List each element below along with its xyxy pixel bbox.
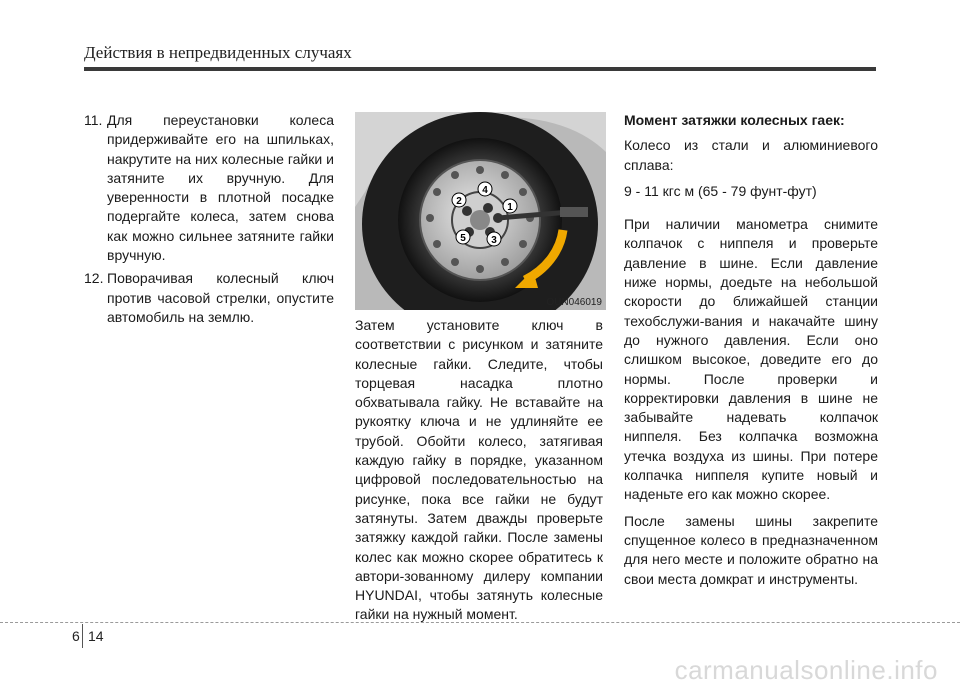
body-paragraph: Затем установите ключ в соответствии с рисунком и затяните колесные гайки. Следите, чтобы торцевая насадка плотно обхватывала гайку. Не вставайте на рукоятку ключа и не удлиняйте ее трубой. Обойти колесо, затягивая каждую гайку в порядке, указанном цифровой последовательностью на рисунке, пока все гайки не будут затянуты. Затем дважды проверьте затяжку каждой гайки. После замены колес как можно скорее обратитесь к автори-зованному дилеру компании HYUNDAI, чтобы затянуть колесные гайки на нужный момент. [355,317,603,623]
body-paragraph: Колесо из стали и алюминиевого сплава: [624,137,878,173]
chapter-number: 6 [72,628,80,644]
body-paragraph: После замены шины закрепите спущенное колесо в предназначенном для него месте и положите обратно на свои места домкрат и инструменты. [624,512,878,587]
hub-center [470,210,490,230]
wheel-drawing [355,112,606,310]
step-number: 11. [84,112,103,128]
lug-label-2: 2 [456,196,462,207]
lug-label-4: 4 [482,185,488,196]
wheel-illustration [355,112,606,310]
watermark: carmanualsonline.info [674,655,938,685]
step-number: 12. [84,270,104,287]
header-rule [84,67,876,71]
column-2 [355,316,603,625]
page-number: 14 [88,628,104,644]
lug-label-1: 1 [507,202,513,213]
body-paragraph: При наличии манометра снимите колпачок с ниппеля и проверьте давление в шине. Если давление ниже нормы, доедьте на небольшой скорости до ближайшей станции техобслужи-вания и накачайте шину до нужного давления. Если оно слишком высокое, доведите его до нормы. После проверки и корректировки давления в шине не забывайте надевать колпачок ниппеля. Без колпачка возможна утечка воздуха из шины. При потере колпачка ниппеля купите новый и наденьте его как можно скорее. [624,216,878,503]
figure-code: OUN046019 [546,297,602,308]
footer-rule [0,622,960,623]
step-item [84,111,334,265]
step-item [84,269,334,327]
lug-label-5: 5 [460,233,466,244]
section-title: Действия в непредвиденных случаях [84,43,352,62]
lug-label-3: 3 [491,235,497,246]
column-1 [84,111,334,331]
page-number-separator [82,624,83,648]
torque-heading: Момент затяжки колесных гаек: [624,112,845,128]
wrench-handle [560,207,588,217]
torque-value: 9 - 11 кгс м (65 - 79 фунт-фут) [624,182,817,199]
step-text: Поворачивая колесный ключ против часовой стрелки, опустите автомобиль на землю. [107,270,334,325]
step-text: Для переустановки колеса придерживайте его на шпильках, накрутите на них колесные гайки и затяните их вручную. Для уверенности в плотной посадке подергайте колеса, затем снова как можно сильнее затяните гайки вручную. [107,112,334,264]
column-3 [624,111,878,589]
